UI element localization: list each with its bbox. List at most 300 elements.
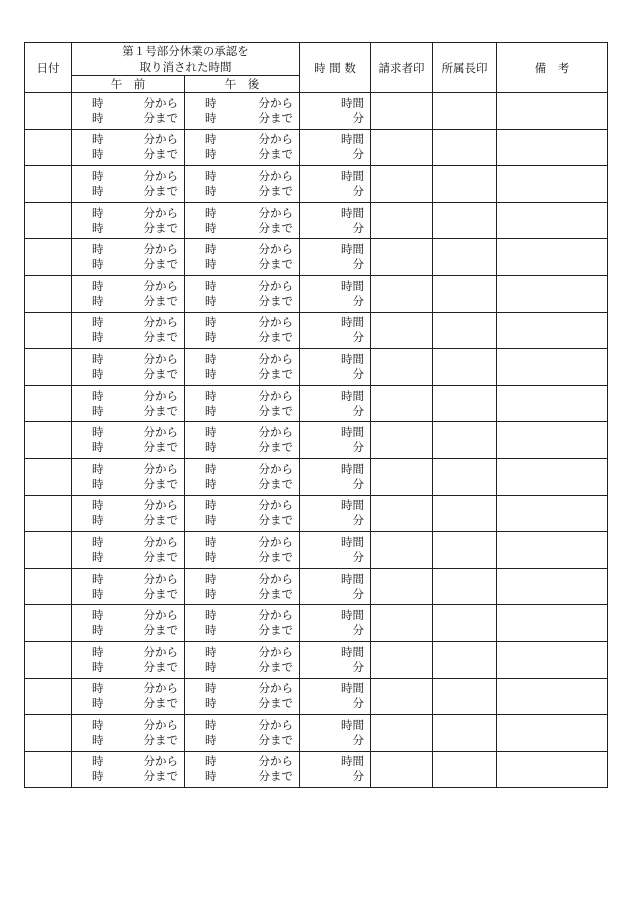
hour-label: 時 [205,242,217,257]
hour-label: 時 [92,388,104,403]
manager-seal-cell[interactable] [433,751,497,788]
to-minutes-label: 分まで [143,549,178,564]
am-time-cell[interactable] [72,166,185,203]
from-minutes-label: 分から [258,754,293,769]
pm-time-cell[interactable] [185,129,300,166]
date-cell[interactable] [25,129,72,166]
minutes-unit-label: 分 [352,293,364,308]
from-minutes-label: 分から [143,498,178,513]
date-cell[interactable] [25,349,72,386]
date-cell[interactable] [25,532,72,569]
hours-unit-label: 時間 [341,644,364,659]
remarks-cell[interactable] [497,495,608,532]
date-cell[interactable] [25,495,72,532]
from-minutes-label: 分から [143,205,178,220]
to-minutes-label: 分まで [258,110,293,125]
minutes-unit-label: 分 [352,403,364,418]
hours-cell[interactable] [300,239,371,276]
to-minutes-label: 分まで [258,659,293,674]
hour-label: 時 [92,717,104,732]
pm-time-cell[interactable] [185,275,300,312]
am-time-cell[interactable] [72,312,185,349]
to-minutes-label: 分まで [258,586,293,601]
hours-cell[interactable] [300,532,371,569]
minutes-unit-label: 分 [352,769,364,784]
remarks-cell[interactable] [497,202,608,239]
hours-unit-label: 時間 [341,388,364,403]
date-cell[interactable] [25,422,72,459]
am-time-cell[interactable] [72,458,185,495]
date-cell[interactable] [25,239,72,276]
hours-cell[interactable] [300,458,371,495]
from-minutes-label: 分から [258,644,293,659]
am-time-cell[interactable] [72,641,185,678]
manager-seal-cell[interactable] [433,166,497,203]
manager-seal-cell[interactable] [433,605,497,642]
requester-seal-cell[interactable] [371,349,433,386]
hours-unit-label: 時間 [341,132,364,147]
minutes-unit-label: 分 [352,183,364,198]
hours-header: 時 間 数 [300,43,371,93]
hour-label: 時 [205,168,217,183]
am-time-cell[interactable] [72,751,185,788]
hour-label: 時 [92,330,104,345]
hours-unit-label: 時間 [341,425,364,440]
hour-label: 時 [205,549,217,564]
hours-cell[interactable] [300,275,371,312]
to-minutes-label: 分まで [258,403,293,418]
pm-time-cell[interactable] [185,568,300,605]
date-cell[interactable] [25,202,72,239]
pm-time-cell[interactable] [185,312,300,349]
manager-seal-cell[interactable] [433,312,497,349]
hour-label: 時 [205,95,217,110]
remarks-cell[interactable] [497,715,608,752]
pm-time-cell[interactable] [185,349,300,386]
am-time-cell[interactable] [72,385,185,422]
pm-time-cell[interactable] [185,385,300,422]
manager-seal-cell[interactable] [433,202,497,239]
manager-seal-cell[interactable] [433,93,497,130]
manager-seal-cell[interactable] [433,385,497,422]
hours-unit-label: 時間 [341,242,364,257]
requester-seal-cell[interactable] [371,129,433,166]
pm-time-cell[interactable] [185,495,300,532]
hours-cell[interactable] [300,166,371,203]
hour-label: 時 [205,403,217,418]
hours-unit-label: 時間 [341,681,364,696]
am-time-cell[interactable] [72,93,185,130]
hours-cell[interactable] [300,422,371,459]
to-minutes-label: 分まで [143,257,178,272]
hours-unit-label: 時間 [341,278,364,293]
manager-seal-cell[interactable] [433,458,497,495]
from-minutes-label: 分から [143,571,178,586]
from-minutes-label: 分から [258,132,293,147]
to-minutes-label: 分まで [258,513,293,528]
date-cell[interactable] [25,605,72,642]
hour-label: 時 [92,571,104,586]
am-time-cell[interactable] [72,495,185,532]
remarks-cell[interactable] [497,312,608,349]
date-cell[interactable] [25,678,72,715]
hours-cell[interactable] [300,312,371,349]
from-minutes-label: 分から [258,425,293,440]
pm-time-cell[interactable] [185,422,300,459]
to-minutes-label: 分まで [143,293,178,308]
hour-label: 時 [205,110,217,125]
to-minutes-label: 分まで [143,110,178,125]
to-minutes-label: 分まで [143,586,178,601]
pm-time-cell[interactable] [185,166,300,203]
remarks-cell[interactable] [497,458,608,495]
hour-label: 時 [205,205,217,220]
hours-cell[interactable] [300,93,371,130]
hour-label: 時 [205,440,217,455]
pm-time-cell[interactable] [185,715,300,752]
table-row [25,385,608,422]
remarks-cell[interactable] [497,532,608,569]
table-row [25,495,608,532]
to-minutes-label: 分まで [258,549,293,564]
requester-seal-cell[interactable] [371,495,433,532]
to-minutes-label: 分まで [258,476,293,491]
table-row [25,605,608,642]
to-minutes-label: 分まで [143,732,178,747]
hour-label: 時 [92,220,104,235]
remarks-cell[interactable] [497,349,608,386]
hour-label: 時 [92,608,104,623]
cancelled-title-line1: 第１号部分休業の承認を [122,44,249,58]
hour-label: 時 [205,183,217,198]
hour-label: 時 [92,366,104,381]
to-minutes-label: 分まで [258,696,293,711]
table-row [25,349,608,386]
manager-seal-cell[interactable] [433,715,497,752]
hour-label: 時 [92,183,104,198]
cancellation-record-table [24,42,608,788]
hour-label: 時 [205,608,217,623]
hour-label: 時 [205,498,217,513]
date-cell[interactable] [25,166,72,203]
am-time-cell[interactable] [72,275,185,312]
remarks-cell[interactable] [497,239,608,276]
hour-label: 時 [205,717,217,732]
requester-seal-cell[interactable] [371,458,433,495]
hours-cell[interactable] [300,715,371,752]
hour-label: 時 [92,205,104,220]
header-row-top [25,43,608,76]
cancelled-title-line2: 取り消された時間 [139,60,232,74]
hour-label: 時 [205,257,217,272]
hour-label: 時 [92,315,104,330]
am-time-cell[interactable] [72,568,185,605]
manager-seal-cell[interactable] [433,532,497,569]
table-row [25,641,608,678]
hour-label: 時 [205,644,217,659]
remarks-cell[interactable] [497,751,608,788]
to-minutes-label: 分まで [143,440,178,455]
hour-label: 時 [92,403,104,418]
minutes-unit-label: 分 [352,147,364,162]
requester-seal-cell[interactable] [371,312,433,349]
remarks-cell[interactable] [497,129,608,166]
remarks-cell[interactable] [497,678,608,715]
hours-cell[interactable] [300,129,371,166]
to-minutes-label: 分まで [258,257,293,272]
am-time-cell[interactable] [72,678,185,715]
to-minutes-label: 分まで [143,659,178,674]
hours-unit-label: 時間 [341,205,364,220]
manager-seal-cell[interactable] [433,239,497,276]
hour-label: 時 [92,623,104,638]
from-minutes-label: 分から [143,754,178,769]
hour-label: 時 [92,586,104,601]
hour-label: 時 [92,644,104,659]
hours-unit-label: 時間 [341,571,364,586]
from-minutes-label: 分から [258,168,293,183]
to-minutes-label: 分まで [143,769,178,784]
hour-label: 時 [205,366,217,381]
hour-label: 時 [92,278,104,293]
requester-seal-cell[interactable] [371,532,433,569]
hours-cell[interactable] [300,678,371,715]
date-cell[interactable] [25,275,72,312]
cancelled-time-header [72,43,300,76]
hour-label: 時 [205,351,217,366]
pm-time-cell[interactable] [185,605,300,642]
requester-seal-header: 請求者印 [371,43,433,93]
remarks-cell[interactable] [497,166,608,203]
hour-label: 時 [205,425,217,440]
remarks-header: 備 考 [497,43,608,93]
hour-label: 時 [92,681,104,696]
minutes-unit-label: 分 [352,330,364,345]
table-row [25,422,608,459]
from-minutes-label: 分から [258,351,293,366]
hours-unit-label: 時間 [341,608,364,623]
to-minutes-label: 分まで [143,476,178,491]
hour-label: 時 [92,351,104,366]
to-minutes-label: 分まで [258,769,293,784]
hour-label: 時 [92,732,104,747]
requester-seal-cell[interactable] [371,275,433,312]
am-time-cell[interactable] [72,532,185,569]
hour-label: 時 [205,513,217,528]
hour-label: 時 [92,461,104,476]
requester-seal-cell[interactable] [371,751,433,788]
hour-label: 時 [205,132,217,147]
minutes-unit-label: 分 [352,696,364,711]
manager-seal-cell[interactable] [433,422,497,459]
hour-label: 時 [205,571,217,586]
hour-label: 時 [205,315,217,330]
minutes-unit-label: 分 [352,513,364,528]
table-row [25,275,608,312]
requester-seal-cell[interactable] [371,605,433,642]
date-cell[interactable] [25,751,72,788]
from-minutes-label: 分から [143,681,178,696]
table-row [25,458,608,495]
hour-label: 時 [92,293,104,308]
remarks-cell[interactable] [497,641,608,678]
to-minutes-label: 分まで [258,330,293,345]
pm-time-cell[interactable] [185,239,300,276]
manager-seal-cell[interactable] [433,275,497,312]
remarks-cell[interactable] [497,568,608,605]
am-time-cell[interactable] [72,129,185,166]
manager-seal-cell[interactable] [433,129,497,166]
to-minutes-label: 分まで [258,147,293,162]
requester-seal-cell[interactable] [371,239,433,276]
from-minutes-label: 分から [143,351,178,366]
to-minutes-label: 分まで [143,366,178,381]
date-cell[interactable] [25,568,72,605]
hour-label: 時 [205,293,217,308]
date-cell[interactable] [25,458,72,495]
hour-label: 時 [205,476,217,491]
hour-label: 時 [92,95,104,110]
am-time-cell[interactable] [72,605,185,642]
hour-label: 時 [205,696,217,711]
am-time-cell[interactable] [72,715,185,752]
hours-unit-label: 時間 [341,534,364,549]
hours-cell[interactable] [300,385,371,422]
from-minutes-label: 分から [258,315,293,330]
date-cell[interactable] [25,715,72,752]
hour-label: 時 [92,769,104,784]
pm-time-cell[interactable] [185,93,300,130]
manager-seal-cell[interactable] [433,641,497,678]
requester-seal-cell[interactable] [371,715,433,752]
pm-time-cell[interactable] [185,202,300,239]
remarks-cell[interactable] [497,605,608,642]
remarks-cell[interactable] [497,93,608,130]
requester-seal-cell[interactable] [371,166,433,203]
to-minutes-label: 分まで [258,183,293,198]
am-time-cell[interactable] [72,422,185,459]
manager-seal-cell[interactable] [433,349,497,386]
from-minutes-label: 分から [143,242,178,257]
date-cell[interactable] [25,641,72,678]
am-time-cell[interactable] [72,202,185,239]
hour-label: 時 [205,769,217,784]
date-cell[interactable] [25,385,72,422]
hours-unit-label: 時間 [341,168,364,183]
requester-seal-cell[interactable] [371,202,433,239]
minutes-unit-label: 分 [352,366,364,381]
manager-seal-cell[interactable] [433,495,497,532]
remarks-cell[interactable] [497,385,608,422]
date-cell[interactable] [25,93,72,130]
hour-label: 時 [92,754,104,769]
hour-label: 時 [92,476,104,491]
hour-label: 時 [205,681,217,696]
hour-label: 時 [205,220,217,235]
from-minutes-label: 分から [258,534,293,549]
hour-label: 時 [92,498,104,513]
hour-label: 時 [205,147,217,162]
minutes-unit-label: 分 [352,110,364,125]
requester-seal-cell[interactable] [371,385,433,422]
hours-cell[interactable] [300,751,371,788]
manager-seal-header: 所属長印 [433,43,497,93]
from-minutes-label: 分から [258,717,293,732]
remarks-cell[interactable] [497,422,608,459]
hour-label: 時 [205,534,217,549]
pm-time-cell[interactable] [185,678,300,715]
from-minutes-label: 分から [258,242,293,257]
am-time-cell[interactable] [72,349,185,386]
hour-label: 時 [205,659,217,674]
hours-cell[interactable] [300,605,371,642]
am-time-cell[interactable] [72,239,185,276]
hour-label: 時 [205,330,217,345]
minutes-unit-label: 分 [352,220,364,235]
hours-cell[interactable] [300,495,371,532]
requester-seal-cell[interactable] [371,678,433,715]
to-minutes-label: 分まで [143,623,178,638]
from-minutes-label: 分から [258,498,293,513]
hour-label: 時 [92,242,104,257]
to-minutes-label: 分まで [258,220,293,235]
pm-time-cell[interactable] [185,641,300,678]
hours-cell[interactable] [300,568,371,605]
requester-seal-cell[interactable] [371,93,433,130]
hours-unit-label: 時間 [341,315,364,330]
hour-label: 時 [205,461,217,476]
pm-time-cell[interactable] [185,532,300,569]
to-minutes-label: 分まで [258,732,293,747]
from-minutes-label: 分から [258,388,293,403]
to-minutes-label: 分まで [143,403,178,418]
from-minutes-label: 分から [143,644,178,659]
table-row [25,239,608,276]
minutes-unit-label: 分 [352,623,364,638]
table-row [25,751,608,788]
hour-label: 時 [92,425,104,440]
date-header: 日付 [25,43,72,93]
hours-unit-label: 時間 [341,351,364,366]
pm-time-cell[interactable] [185,751,300,788]
minutes-unit-label: 分 [352,586,364,601]
remarks-cell[interactable] [497,275,608,312]
hour-label: 時 [92,549,104,564]
manager-seal-cell[interactable] [433,568,497,605]
hour-label: 時 [205,586,217,601]
from-minutes-label: 分から [258,205,293,220]
pm-time-cell[interactable] [185,458,300,495]
from-minutes-label: 分から [143,315,178,330]
hours-cell[interactable] [300,349,371,386]
hours-cell[interactable] [300,641,371,678]
date-cell[interactable] [25,312,72,349]
hour-label: 時 [92,513,104,528]
manager-seal-cell[interactable] [433,678,497,715]
from-minutes-label: 分から [143,132,178,147]
hours-unit-label: 時間 [341,717,364,732]
hours-cell[interactable] [300,202,371,239]
hour-label: 時 [92,659,104,674]
hour-label: 時 [92,534,104,549]
requester-seal-cell[interactable] [371,422,433,459]
requester-seal-cell[interactable] [371,641,433,678]
minutes-unit-label: 分 [352,659,364,674]
requester-seal-cell[interactable] [371,568,433,605]
hour-label: 時 [205,623,217,638]
table-row [25,568,608,605]
table-row [25,129,608,166]
